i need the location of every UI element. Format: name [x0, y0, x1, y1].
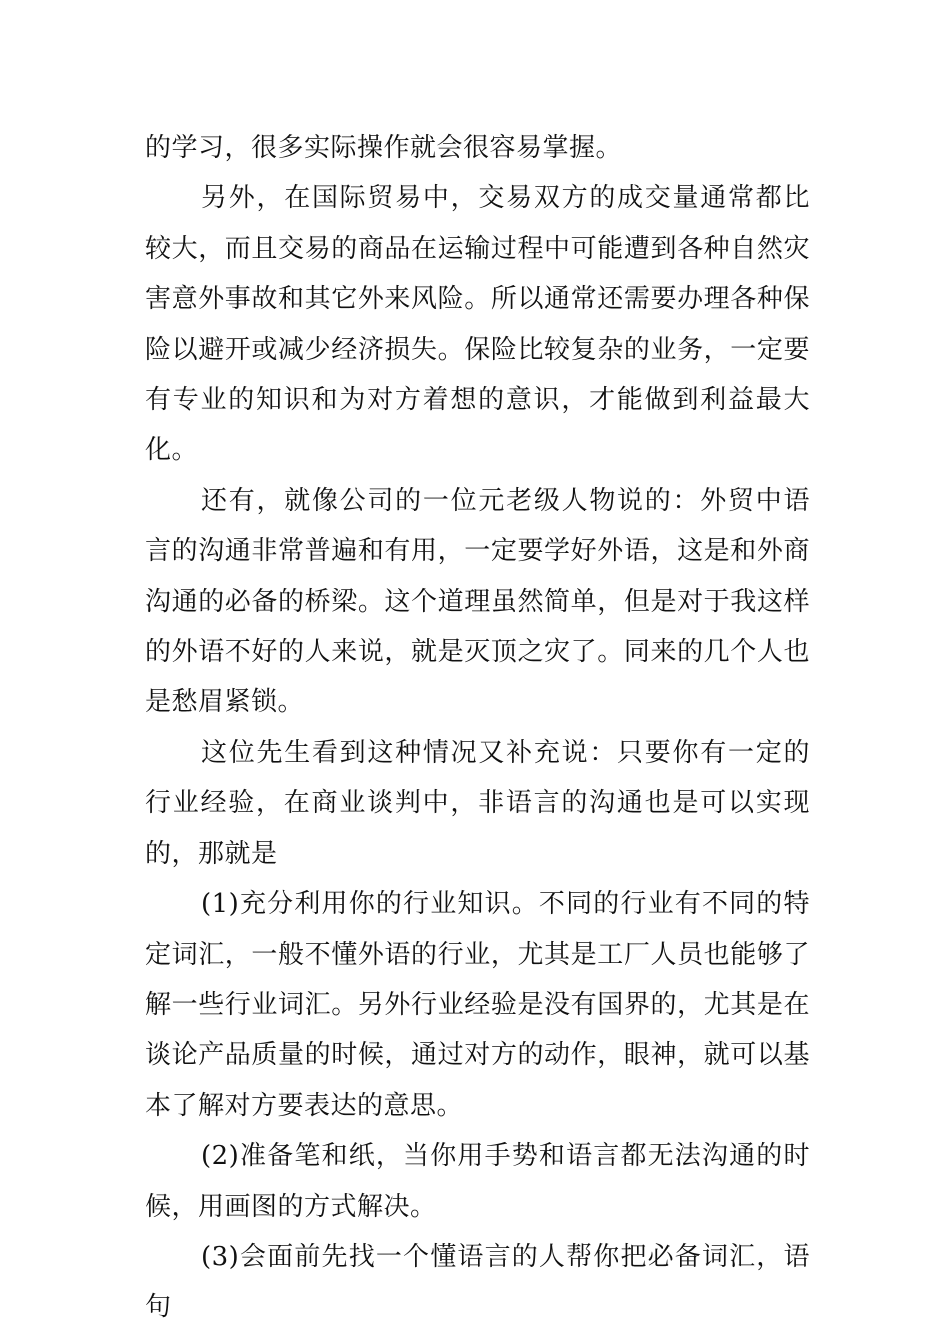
paragraph-continuation: 的学习，很多实际操作就会很容易掌握。: [145, 133, 623, 163]
document-body: [145, 123, 810, 1333]
paragraph-point-2: (2)准备笔和纸，当你用手势和语言都无法沟通的时候，用画图的方式解决。: [145, 1141, 810, 1222]
paragraph-insurance: 另外，在国际贸易中，交易双方的成交量通常都比较大，而且交易的商品在运输过程中可能遭到各种自然灾害意外事故和其它外来风险。所以通常还需要办理各种保险以避开或减少经济损失。保险比较复杂的业务，一定要有专业的知识和为对方着想的意识，才能做到利益最大化。: [145, 183, 810, 466]
paragraph-nonverbal: 这位先生看到这种情况又补充说：只要你有一定的行业经验，在商业谈判中，非语言的沟通也是可以实现的，那就是: [145, 737, 810, 869]
paragraph-language: 还有，就像公司的一位元老级人物说的：外贸中语言的沟通非常普遍和有用，一定要学好外语，这是和外商沟通的必备的桥梁。这个道理虽然简单，但是对于我这样的外语不好的人来说，就是灭顶之灾了。同来的几个人也是愁眉紧锁。: [145, 485, 810, 718]
paragraph-point-3: (3)会面前先找一个懂语言的人帮你把必备词汇，语句: [145, 1241, 810, 1323]
paragraph-point-1: (1)充分利用你的行业知识。不同的行业有不同的特定词汇，一般不懂外语的行业，尤其是工厂人员也能够了解一些行业词汇。另外行业经验是没有国界的，尤其是在谈论产品质量的时候，通过对方的动作，眼神，就可以基本了解对方要表达的意思。: [145, 889, 810, 1121]
